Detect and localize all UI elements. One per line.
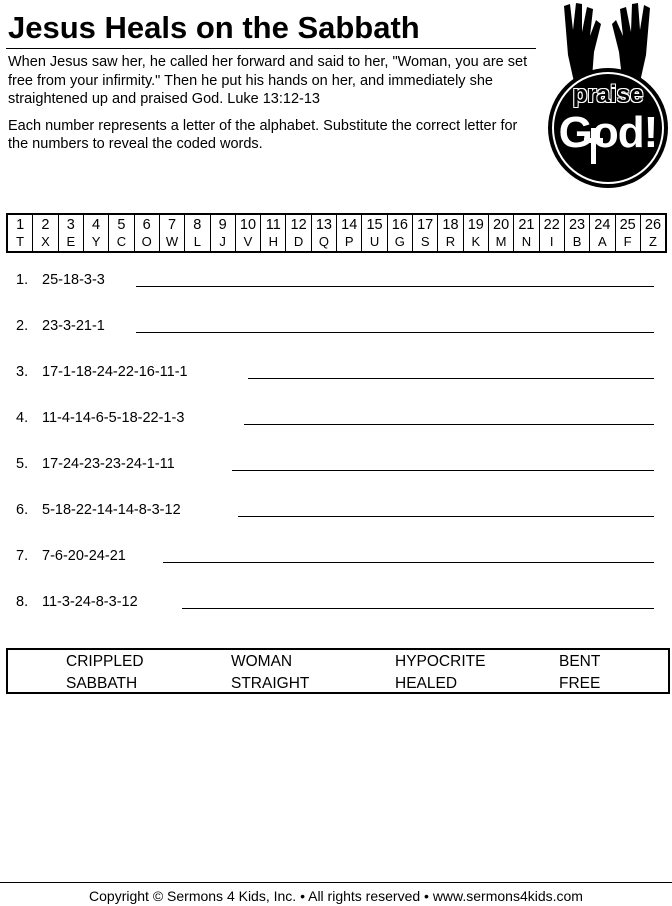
cipher-number: 10 (239, 216, 257, 233)
word-bank-word: STRAIGHT (231, 675, 310, 692)
cipher-cell (337, 215, 362, 251)
question-number: 7. (16, 548, 29, 564)
cipher-cell (514, 215, 539, 251)
footer-rule (0, 882, 672, 883)
cipher-cell (236, 215, 261, 251)
cipher-number: 25 (619, 216, 636, 233)
cipher-letter: Y (91, 233, 101, 249)
intro-text (8, 53, 538, 154)
cipher-letter: F (623, 233, 632, 249)
question-number: 1. (16, 272, 29, 288)
footer-copyright: Copyright © Sermons 4 Kids, Inc. • All rights reserved • www.sermons4kids.com (89, 888, 583, 904)
word-bank (6, 648, 670, 694)
coded-word-row (16, 452, 656, 476)
coded-number-sequence: 17-1-18-24-22-16-11-1 (42, 364, 188, 380)
cipher-letter: A (598, 233, 607, 249)
coded-word-row (16, 360, 656, 384)
cipher-key-table (6, 213, 667, 253)
cipher-number: 13 (315, 216, 332, 233)
word-bank-word: BENT (559, 653, 601, 670)
cipher-letter: W (165, 233, 179, 249)
cipher-number: 1 (16, 216, 25, 233)
cipher-number: 18 (442, 216, 459, 233)
cipher-number: 7 (167, 216, 177, 233)
question-number: 3. (16, 364, 29, 380)
cipher-number: 16 (391, 216, 408, 233)
answer-line[interactable] (182, 608, 654, 609)
cipher-letter: H (268, 233, 278, 249)
coded-number-sequence: 11-3-24-8-3-12 (42, 594, 138, 610)
cipher-letter: G (394, 233, 405, 249)
cipher-number: 15 (366, 216, 383, 233)
cipher-cell (616, 215, 641, 251)
cipher-letter: R (445, 233, 456, 249)
cipher-cell (413, 215, 438, 251)
coded-word-row (16, 498, 656, 522)
cipher-cell (109, 215, 134, 251)
cipher-number: 9 (218, 216, 227, 233)
cipher-cell (185, 215, 210, 251)
cipher-letter: L (193, 233, 201, 249)
cipher-number: 20 (493, 216, 510, 233)
cipher-cell (84, 215, 109, 251)
scripture-verse: When Jesus saw her, he called her forward and said to her, "Woman, you are set free from your infirmity." Then he put his hands on her, and immediately she straightened up and praised God. Luke 13:12-13 (8, 54, 528, 107)
cipher-letter: N (521, 233, 532, 249)
coded-number-sequence: 5-18-22-14-14-8-3-12 (42, 502, 181, 518)
word-bank-word: WOMAN (231, 653, 293, 670)
answer-line[interactable] (238, 516, 654, 517)
cipher-cell (590, 215, 615, 251)
cipher-letter: K (471, 233, 481, 249)
instructions: Each number represents a letter of the alphabet. Substitute the correct letter for the numbers to reveal the coded words. (8, 117, 518, 152)
cipher-cell (59, 215, 84, 251)
cipher-number: 24 (594, 216, 611, 233)
cipher-number: 19 (467, 216, 484, 233)
cipher-cell (565, 215, 590, 251)
cipher-cell (160, 215, 185, 251)
coded-word-row (16, 314, 656, 338)
question-number: 4. (16, 410, 29, 426)
question-number: 5. (16, 456, 29, 472)
cipher-letter: O (141, 233, 152, 249)
cipher-number: 4 (92, 216, 101, 233)
cipher-number: 26 (644, 216, 662, 233)
cipher-letter: D (293, 233, 304, 249)
cipher-letter: E (66, 233, 76, 249)
cipher-cell (540, 215, 565, 251)
cipher-number: 23 (568, 216, 586, 233)
cipher-letter: I (549, 233, 554, 249)
word-bank-word: HYPOCRITE (395, 653, 486, 670)
cipher-letter: P (344, 233, 354, 249)
cipher-cell (464, 215, 489, 251)
cipher-cell (8, 215, 33, 251)
word-bank-word: HEALED (395, 675, 458, 692)
cipher-number: 21 (518, 216, 535, 233)
coded-word-row (16, 406, 656, 430)
cipher-letter: C (116, 233, 127, 249)
answer-line[interactable] (244, 424, 654, 425)
cipher-letter: J (219, 233, 226, 249)
cipher-cell (438, 215, 463, 251)
cipher-letter: B (572, 233, 582, 249)
cipher-number: 6 (142, 216, 151, 233)
cipher-number: 12 (290, 216, 307, 233)
cipher-letter: M (495, 233, 507, 249)
cipher-number: 2 (41, 216, 50, 233)
cipher-letter: U (369, 233, 380, 249)
coded-word-row (16, 590, 656, 614)
coded-number-sequence: 11-4-14-6-5-18-22-1-3 (42, 410, 185, 426)
answer-line[interactable] (248, 378, 654, 379)
coded-word-row (16, 544, 656, 568)
cipher-number: 8 (193, 216, 202, 233)
cipher-number: 11 (265, 216, 281, 233)
title-underline (6, 48, 536, 49)
cipher-number: 5 (117, 216, 126, 233)
cipher-number: 22 (543, 216, 560, 233)
cipher-cell (362, 215, 387, 251)
cipher-letter: V (243, 233, 253, 249)
cipher-cell (135, 215, 160, 251)
cipher-letter: X (41, 233, 50, 249)
cipher-number: 3 (66, 216, 75, 233)
word-bank-word: SABBATH (66, 675, 138, 692)
cipher-number: 14 (341, 216, 358, 233)
cipher-cell (489, 215, 514, 251)
page-title: Jesus Heals on the Sabbath (8, 10, 420, 45)
coded-number-sequence: 7-6-20-24-21 (42, 548, 126, 564)
cipher-number: 17 (417, 216, 434, 233)
cipher-letter: T (16, 233, 25, 249)
answer-line[interactable] (136, 332, 654, 333)
cipher-cell (388, 215, 413, 251)
question-number: 8. (16, 594, 29, 610)
question-number: 6. (16, 502, 29, 518)
cipher-letter: Z (648, 233, 657, 249)
cipher-letter: Q (318, 233, 329, 249)
coded-number-sequence: 25-18-3-3 (42, 272, 105, 288)
cipher-letter: S (420, 233, 430, 249)
cipher-cell (312, 215, 337, 251)
answer-line[interactable] (136, 286, 654, 287)
word-bank-word: FREE (559, 675, 601, 692)
question-number: 2. (16, 318, 29, 334)
logo-bottom-word: God! (558, 108, 658, 157)
cipher-cell (261, 215, 286, 251)
cipher-cell (286, 215, 311, 251)
answer-line[interactable] (232, 470, 654, 471)
cipher-cell (211, 215, 236, 251)
cipher-cell (33, 215, 58, 251)
cipher-cell (641, 215, 665, 251)
word-bank-word: CRIPPLED (66, 653, 144, 670)
coded-number-sequence: 17-24-23-23-24-1-11 (42, 456, 175, 472)
coded-word-row (16, 268, 656, 292)
praise-god-logo (546, 0, 670, 192)
answer-line[interactable] (163, 562, 654, 563)
coded-number-sequence: 23-3-21-1 (42, 318, 105, 334)
logo-top-word: praise (572, 81, 644, 108)
